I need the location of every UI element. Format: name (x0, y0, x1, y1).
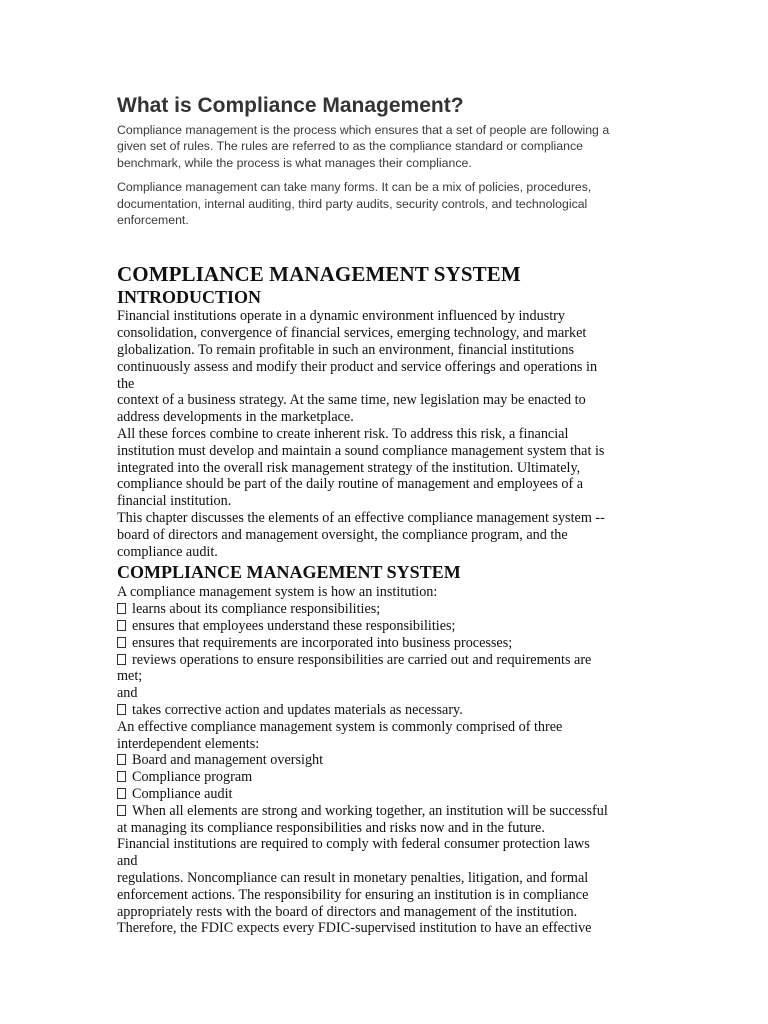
body-text-line (117, 820, 657, 837)
body-text-line: continuously assess and modify their product and service offerings and operations in (117, 358, 598, 375)
section-heading-2: COMPLIANCE MANAGEMENT SYSTEM (117, 562, 461, 583)
intro-paragraph-line: Compliance management can take many forms. It can be a mix of policies, procedures, (117, 180, 592, 195)
body-text-line: the (117, 375, 135, 392)
body-text-line: address developments in the marketplace. (117, 409, 354, 426)
body-text-line: compliance audit. (117, 543, 218, 560)
document-page (117, 93, 657, 937)
body-text-line: globalization. To remain profitable in such an environment, financial institutions (117, 342, 574, 359)
line-text: Compliance audit (132, 785, 233, 802)
line-text: takes corrective action and updates materials as necessary. (132, 701, 463, 718)
missing-glyph-bullet-icon (117, 805, 126, 816)
body-text-line (117, 904, 657, 921)
body-text-line (117, 920, 657, 937)
line-text: An effective compliance management system is commonly comprised of three (117, 718, 563, 735)
intro-paragraph-line: Compliance management is the process which ensures that a set of people are following a (117, 123, 610, 137)
line-text: When all elements are strong and working together, an institution will be successful (132, 802, 608, 819)
bullet-list-item (117, 618, 657, 635)
introduction-body (117, 308, 657, 560)
body-text-line: All these forces combine to create inherent risk. To address this risk, a financial (117, 426, 569, 443)
line-text: learns about its compliance responsibilities; (132, 601, 381, 618)
line-text: ensures that requirements are incorporated into business processes; (132, 634, 513, 651)
bullet-list-item (117, 635, 657, 652)
body-text-line: integrated into the overall risk management strategy of the institution. Ultimately, (117, 459, 581, 476)
missing-glyph-bullet-icon (117, 637, 126, 648)
page-title: What is Compliance Management? (117, 94, 464, 117)
bullet-list-item (117, 652, 657, 669)
body-text-line (117, 719, 657, 736)
line-text: Financial institutions are required to comply with federal consumer protection laws (117, 836, 590, 853)
line-text: at managing its compliance responsibilities and risks now and in the future. (117, 819, 545, 836)
line-text: and (117, 685, 138, 702)
body-text-line: Financial institutions operate in a dynamic environment influenced by industry (117, 308, 565, 325)
cms-body (117, 584, 657, 937)
bullet-list-item (117, 786, 657, 803)
missing-glyph-bullet-icon (117, 771, 126, 782)
body-text-line (117, 870, 657, 887)
missing-glyph-bullet-icon (117, 754, 126, 765)
body-text-line: context of a business strategy. At the same time, new legislation may be enacted to (117, 392, 586, 409)
line-text: Compliance program (132, 769, 253, 786)
body-text-line (117, 736, 657, 753)
body-text-line: institution must develop and maintain a sound compliance management system that is (117, 442, 605, 459)
missing-glyph-bullet-icon (117, 704, 126, 715)
body-text-line: board of directors and management oversight, the compliance program, and the (117, 526, 568, 543)
body-text-line: compliance should be part of the daily routine of management and employees of a (117, 476, 584, 493)
line-text: met; (117, 668, 143, 685)
body-text-line (117, 836, 657, 853)
bullet-list-item (117, 702, 657, 719)
body-text-line (117, 685, 657, 702)
missing-glyph-bullet-icon (117, 620, 126, 631)
body-text-line: financial institution. (117, 493, 232, 510)
line-text: interdependent elements: (117, 735, 260, 752)
intro-paragraph-1 (117, 122, 657, 171)
line-text: A compliance management system is how an institution: (117, 584, 438, 601)
bullet-list-item (117, 803, 657, 820)
line-text: enforcement actions. The responsibility for ensuring an institution is in compliance (117, 886, 589, 903)
intro-paragraph-line: given set of rules. The rules are referred to as the compliance standard or compliance (117, 139, 583, 154)
line-text: and (117, 853, 138, 870)
missing-glyph-bullet-icon (117, 603, 126, 614)
missing-glyph-bullet-icon (117, 788, 126, 799)
bullet-list-item (117, 769, 657, 786)
bullet-list-item (117, 601, 657, 618)
bullet-list-item (117, 752, 657, 769)
body-text-line (117, 853, 657, 870)
line-text: reviews operations to ensure responsibilities are carried out and requirements are (132, 651, 592, 668)
intro-paragraph-line: benchmark, while the process is what manages their compliance. (117, 155, 472, 170)
section-subheading: INTRODUCTION (117, 287, 262, 308)
body-text-line: consolidation, convergence of financial services, emerging technology, and market (117, 325, 587, 342)
line-text: ensures that employees understand these responsibilities; (132, 617, 456, 634)
intro-paragraph-line: enforcement. (117, 213, 189, 228)
missing-glyph-bullet-icon (117, 654, 126, 665)
line-text: regulations. Noncompliance can result in monetary penalties, litigation, and formal (117, 869, 589, 886)
body-text-line (117, 668, 657, 685)
intro-paragraph-2 (117, 179, 657, 228)
section-heading: COMPLIANCE MANAGEMENT SYSTEM (117, 262, 521, 287)
body-text-line (117, 887, 657, 904)
body-text-line (117, 584, 657, 601)
line-text: Board and management oversight (132, 752, 324, 769)
line-text: appropriately rests with the board of directors and management of the institution. (117, 903, 578, 920)
intro-paragraph-line: documentation, internal auditing, third party audits, security controls, and technological (117, 196, 588, 211)
body-text-line: This chapter discusses the elements of an effective compliance management system -- (117, 510, 605, 526)
line-text: Therefore, the FDIC expects every FDIC-supervised institution to have an effective (117, 920, 592, 937)
